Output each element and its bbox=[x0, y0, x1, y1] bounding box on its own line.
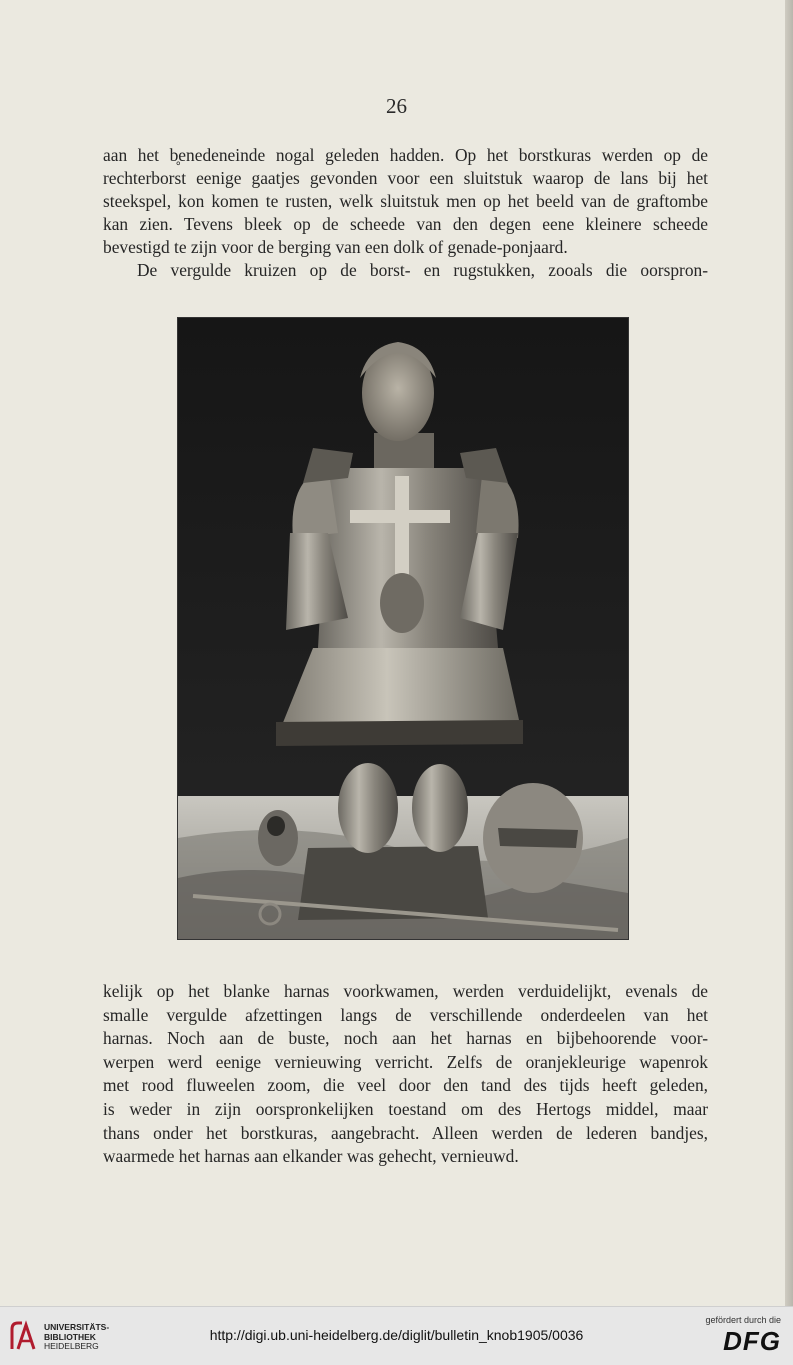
permalink-url[interactable]: http://digi.ub.uni-heidelberg.de/diglit/bulletin_knob1905/0036 bbox=[209, 1327, 584, 1343]
armour-photo-illustration bbox=[178, 318, 628, 939]
funded-by-text: gefördert durch die bbox=[705, 1315, 781, 1325]
paragraph-1 bbox=[103, 144, 708, 283]
text-line: De vergulde kruizen op de borst- en rugstukken, zooals die oorspron- bbox=[137, 260, 708, 281]
text-line: smalle vergulde afzettingen langs de verschillende onderdeelen van het bbox=[103, 1004, 708, 1025]
text-line: steekspel, kon komen te rusten, welk sluitstuk men op het beeld van de graftombe bbox=[103, 191, 708, 212]
library-name-line: UNIVERSITÄTS- bbox=[44, 1322, 110, 1332]
text-line: bevestigd te zijn voor de berging van een dolk of genade-ponjaard. bbox=[103, 237, 568, 258]
text-line: met rood fluweelen zoom, die veel door den tand des tijds heeft geleden, bbox=[103, 1075, 708, 1096]
library-name-line: HEIDELBERG bbox=[44, 1341, 99, 1351]
library-name-line: BIBLIOTHEK bbox=[44, 1331, 96, 1342]
viewer-footer bbox=[0, 1306, 793, 1365]
page-number: 26 bbox=[386, 94, 407, 118]
text-line: harnas. Noch aan de buste, noch aan het harnas en bijbehoorende voor- bbox=[103, 1028, 708, 1049]
page-edge bbox=[785, 0, 793, 1306]
dfg-logo: DFG bbox=[723, 1326, 781, 1356]
photograph-armour-bust bbox=[177, 317, 629, 940]
text-line: rechterborst eenige gaatjes gevonden voor een sluitstuk waarop de lans bij het bbox=[103, 168, 708, 189]
paragraph-2 bbox=[103, 980, 708, 1169]
text-line: kan zien. Tevens bleek op de scheede van den degen eene kleinere scheede bbox=[103, 214, 708, 235]
text-line: werpen werd eenige vernieuwing verricht. Zelfs de oranjekleurige wapenrok bbox=[103, 1051, 708, 1072]
text-line: kelijk op het blanke harnas voorkwamen, werden verduidelijkt, evenals de bbox=[103, 981, 708, 1001]
text-line: aan het b̥enedeneinde nogal geleden hadden. Op het borstkuras werden op de bbox=[103, 145, 708, 165]
text-line: is weder in zijn oorspronkelijken toestand om des Hertogs middel, maar bbox=[103, 1098, 708, 1119]
text-line: waarmede het harnas aan elkander was gehecht, vernieuwd. bbox=[103, 1146, 519, 1167]
funding-notice bbox=[705, 1315, 781, 1354]
text-line: thans onder het borstkuras, aangebracht. Alleen werden de lederen bandjes, bbox=[103, 1122, 708, 1143]
